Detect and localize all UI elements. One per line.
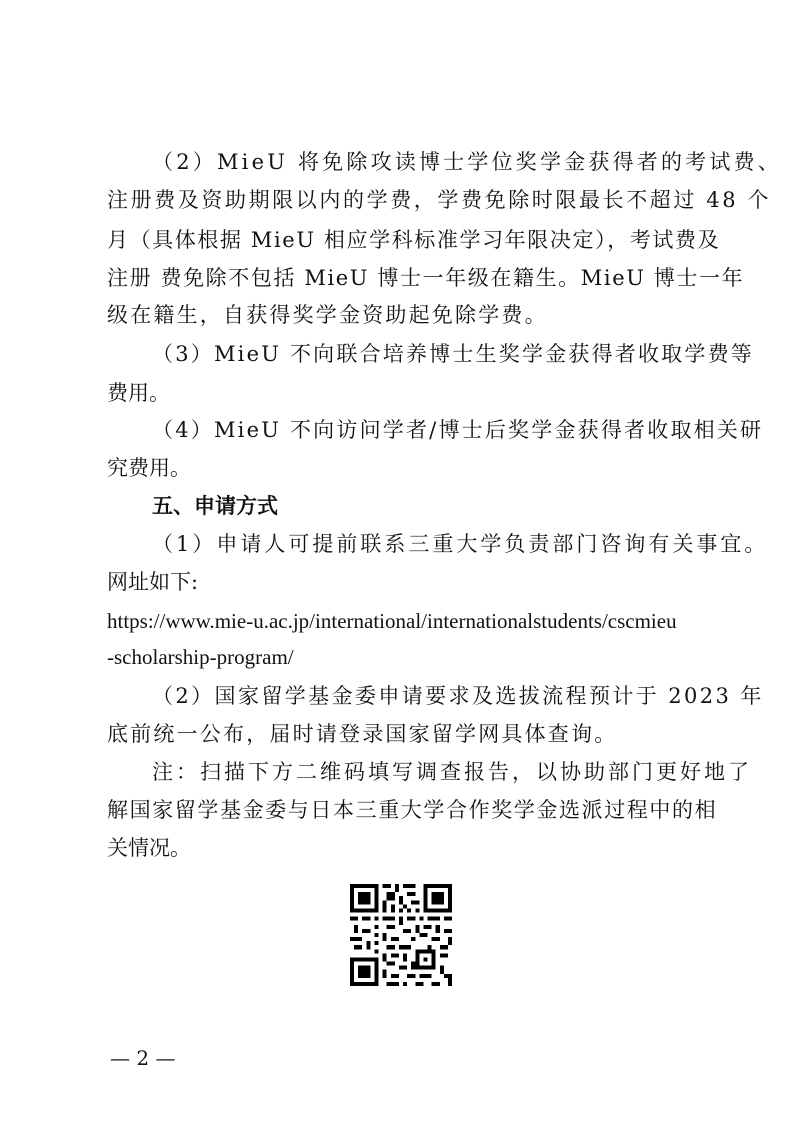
para-2-line-5: 级在籍生，自获得奖学金资助起免除学费。 xyxy=(107,303,548,327)
para-4-line-1: （4）MieU 不向访问学者/博士后奖学金获得者收取相关研 xyxy=(152,418,764,442)
para-2-line-4: 注册 费免除不包括 MieU 博士一年级在籍生。MieU 博士一年 xyxy=(107,266,745,290)
note-line-3: 关情况。 xyxy=(107,836,191,860)
url-line-2[interactable]: -scholarship-program/ xyxy=(107,645,294,669)
page-number: — 2 — xyxy=(110,1046,176,1070)
para-2-line-1: （2）MieU 将免除攻读博士学位奖学金获得者的考试费、 xyxy=(152,150,782,174)
para-apply-2-line-2: 底前统一公布，届时请登录国家留学网具体查询。 xyxy=(107,722,618,746)
para-apply-2-line-1: （2）国家留学基金委申请要求及选拔流程预计于 2023 年 xyxy=(152,684,764,708)
para-apply-1-line-2: 网址如下: xyxy=(107,570,199,594)
note-line-1: 注：扫描下方二维码填写调查报告，以协助部门更好地了 xyxy=(152,760,752,784)
para-apply-1-line-1: （1）申请人可提前联系三重大学负责部门咨询有关事宜。 xyxy=(152,532,769,556)
url-line-1[interactable]: https://www.mie-u.ac.jp/international/internationalstudents/cscmieu xyxy=(107,609,677,633)
qr-code-icon[interactable] xyxy=(350,884,452,986)
para-3-line-1: （3）MieU 不向联合培养博士生奖学金获得者收取学费等 xyxy=(152,342,754,366)
note-line-2: 解国家留学基金委与日本三重大学合作奖学金选派过程中的相 xyxy=(107,798,718,822)
section-heading: 五、申请方式 xyxy=(152,493,278,518)
para-2-line-3: 月（具体根据 MieU 相应学科标准学习年限决定），考试费及 xyxy=(107,228,721,252)
para-3-line-2: 费用。 xyxy=(107,381,170,405)
para-2-line-2: 注册费及资助期限以内的学费，学费免除时限最长不超过 48 个 xyxy=(107,188,772,212)
para-4-line-2: 究费用。 xyxy=(107,456,191,480)
